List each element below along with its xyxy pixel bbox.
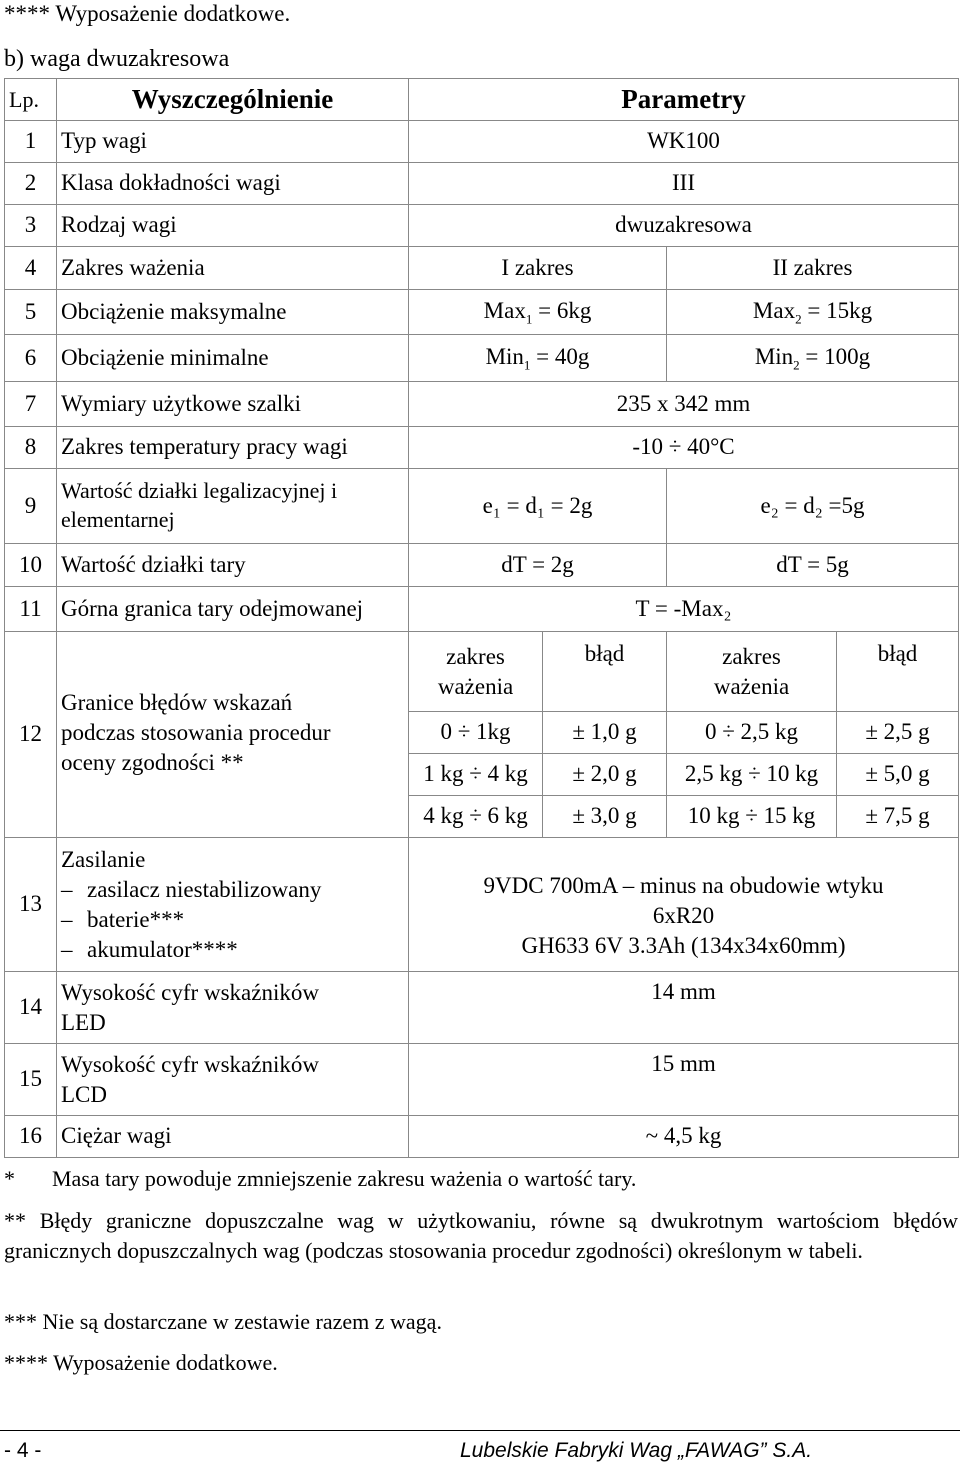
row-label-line: LCD <box>61 1081 107 1107</box>
row-label: Ciężar wagi <box>57 1116 409 1158</box>
error-cell: ± 3,0 g <box>543 796 667 838</box>
row-value: dwuzakresowa <box>409 205 959 247</box>
error-cell: ± 2,5 g <box>837 712 959 754</box>
row-number: 1 <box>5 121 57 163</box>
list-item <box>61 875 404 905</box>
table-row <box>5 544 959 587</box>
table-row <box>5 1116 959 1158</box>
error-cell: ± 1,0 g <box>543 712 667 754</box>
table-row <box>5 1044 959 1116</box>
row-label-line: zasilacz niestabilizowany <box>87 876 322 902</box>
row-label: Zakres ważenia <box>57 247 409 290</box>
table-row <box>5 427 959 469</box>
table-row <box>5 838 959 972</box>
dash: – <box>61 876 73 902</box>
row-number: 2 <box>5 163 57 205</box>
row-number: 8 <box>5 427 57 469</box>
row-number: 12 <box>5 632 57 838</box>
row-number: 10 <box>5 544 57 587</box>
table-row <box>5 335 959 382</box>
min-label: Min <box>485 343 524 369</box>
header-line: ważenia <box>437 673 514 699</box>
row-label-line: Wartość działki legalizacyjnej i <box>61 478 338 504</box>
error-col-header: błąd <box>837 632 959 712</box>
row-value-range1: I zakres <box>409 247 667 290</box>
subscript: 2 <box>793 357 800 373</box>
table-row <box>5 972 959 1044</box>
row-label <box>57 1044 409 1116</box>
footnote-2: ** Błędy graniczne dopuszczalne wag w użytkowaniu, równe są dwukrotnym wartościom błędów granicznych dopuszczalnych wag (podczas stosowania procedur zgodności) określonym w tabeli. <box>4 1208 958 1263</box>
row-value: WK100 <box>409 121 959 163</box>
row-label-line: oceny zgodności ** <box>61 750 244 775</box>
list-item <box>61 905 404 935</box>
row-number: 16 <box>5 1116 57 1158</box>
footnote-mark: * <box>4 1166 15 1191</box>
row-label-line: baterie*** <box>87 906 185 932</box>
row-value-range2 <box>667 290 959 335</box>
max-value: = 6kg <box>532 297 592 323</box>
row-label-line: Wysokość cyfr wskaźników <box>61 1051 319 1077</box>
header-params: Parametry <box>409 79 959 121</box>
footnote-3: *** Nie są dostarczane w zestawie razem z wagą. <box>4 1309 442 1334</box>
dash: – <box>61 936 73 962</box>
row-label-line: LED <box>61 1009 106 1035</box>
row-value: 15 mm <box>409 1044 959 1116</box>
min-value: = 40g <box>530 343 590 369</box>
row-number: 6 <box>5 335 57 382</box>
error-cell: 2,5 kg ÷ 10 kg <box>667 754 837 796</box>
table-row <box>5 247 959 290</box>
row-value-range2: dT = 5g <box>667 544 959 587</box>
error-col-header <box>409 632 543 712</box>
row-value: 235 x 342 mm <box>409 382 959 427</box>
footnote-text: Masa tary powoduje zmniejszenie zakresu ważenia o wartość tary. <box>52 1166 637 1191</box>
table-row <box>5 205 959 247</box>
header-line: zakres <box>722 643 781 669</box>
value-line: 6xR20 <box>652 902 715 928</box>
row-value: ~ 4,5 kg <box>409 1116 959 1158</box>
row-value-range1: e₁ = d₁ = 2g <box>409 469 667 544</box>
table-row <box>5 382 959 427</box>
subscript: 2 <box>795 311 802 327</box>
list-item <box>61 935 404 965</box>
error-cell: 10 kg ÷ 15 kg <box>667 796 837 838</box>
table-row <box>5 290 959 335</box>
header-line: zakres <box>446 643 505 669</box>
header-line: ważenia <box>713 673 790 699</box>
error-cell: 0 ÷ 2,5 kg <box>667 712 837 754</box>
footnote-1 <box>4 1164 958 1194</box>
row-label-line: Zasilanie <box>61 846 146 872</box>
row-number: 9 <box>5 469 57 544</box>
value-line: GH633 6V 3.3Ah (134x34x60mm) <box>521 932 846 958</box>
spec-table <box>4 78 959 1158</box>
row-value: III <box>409 163 959 205</box>
row-value <box>409 838 959 972</box>
row-number: 13 <box>5 838 57 972</box>
company-name: Lubelskie Fabryki Wag „FAWAG” S.A. <box>460 1439 813 1462</box>
row-value-range2 <box>667 335 959 382</box>
error-cell: 1 kg ÷ 4 kg <box>409 754 543 796</box>
table-row <box>5 121 959 163</box>
row-label: Obciążenie minimalne <box>57 335 409 382</box>
row-value: -10 ÷ 40°C <box>409 427 959 469</box>
row-value-range1 <box>409 335 667 382</box>
row-value-range1 <box>409 290 667 335</box>
row-number: 4 <box>5 247 57 290</box>
error-cell: ± 2,0 g <box>543 754 667 796</box>
row-label-line: akumulator**** <box>87 936 238 962</box>
error-cell: 4 kg ÷ 6 kg <box>409 796 543 838</box>
section-title: b) waga dwuzakresowa <box>4 46 230 72</box>
row-label: Zakres temperatury pracy wagi <box>57 427 409 469</box>
row-label: Wymiary użytkowe szalki <box>57 382 409 427</box>
row-label <box>57 632 409 838</box>
min-value: = 100g <box>799 343 871 369</box>
table-row <box>5 587 959 632</box>
row-label: Rodzaj wagi <box>57 205 409 247</box>
row-label: Klasa dokładności wagi <box>57 163 409 205</box>
row-value: 14 mm <box>409 972 959 1044</box>
row-label <box>57 838 409 972</box>
row-number: 5 <box>5 290 57 335</box>
value-line: 9VDC 700mA – minus na obudowie wtyku <box>483 872 884 898</box>
header-lp: Lp. <box>5 79 57 121</box>
error-cell: 0 ÷ 1kg <box>409 712 543 754</box>
row-label-line: Granice błędów wskazań <box>61 690 293 715</box>
footer-divider <box>0 1430 960 1431</box>
top-note: **** Wyposażenie dodatkowe. <box>4 1 291 26</box>
row-label-line: Wysokość cyfr wskaźników <box>61 979 319 1005</box>
row-number: 3 <box>5 205 57 247</box>
table-row <box>5 632 959 712</box>
row-label <box>57 972 409 1044</box>
table-row <box>5 469 959 544</box>
row-value-range1: dT = 2g <box>409 544 667 587</box>
row-label <box>57 469 409 544</box>
row-number: 14 <box>5 972 57 1044</box>
error-col-header: błąd <box>543 632 667 712</box>
error-cell: ± 7,5 g <box>837 796 959 838</box>
error-cell: ± 5,0 g <box>837 754 959 796</box>
dash: – <box>61 906 73 932</box>
footnote-4: **** Wyposażenie dodatkowe. <box>4 1350 278 1375</box>
max-value: = 15kg <box>801 297 873 323</box>
page-number: - 4 - <box>4 1439 42 1462</box>
table-row <box>5 163 959 205</box>
header-spec: Wyszczególnienie <box>57 79 409 121</box>
row-number: 7 <box>5 382 57 427</box>
row-number: 15 <box>5 1044 57 1116</box>
row-number: 11 <box>5 587 57 632</box>
header-row <box>5 79 959 121</box>
max-label: Max <box>752 297 796 323</box>
row-label-line: elementarnej <box>61 507 175 532</box>
max-label: Max <box>483 297 526 323</box>
row-label: Typ wagi <box>57 121 409 163</box>
min-label: Min <box>754 343 794 369</box>
row-label-line: podczas stosowania procedur <box>61 720 331 745</box>
subscript: 1 <box>523 357 531 373</box>
row-value-range2: e₂ = d₂ =5g <box>667 469 959 544</box>
row-label: Obciążenie maksymalne <box>57 290 409 335</box>
row-label: Górna granica tary odejmowanej <box>57 587 409 632</box>
subscript: 1 <box>525 311 533 327</box>
error-col-header <box>667 632 837 712</box>
row-label: Wartość działki tary <box>57 544 409 587</box>
row-value: T = -Max₂ <box>409 587 959 632</box>
row-value-range2: II zakres <box>667 247 959 290</box>
